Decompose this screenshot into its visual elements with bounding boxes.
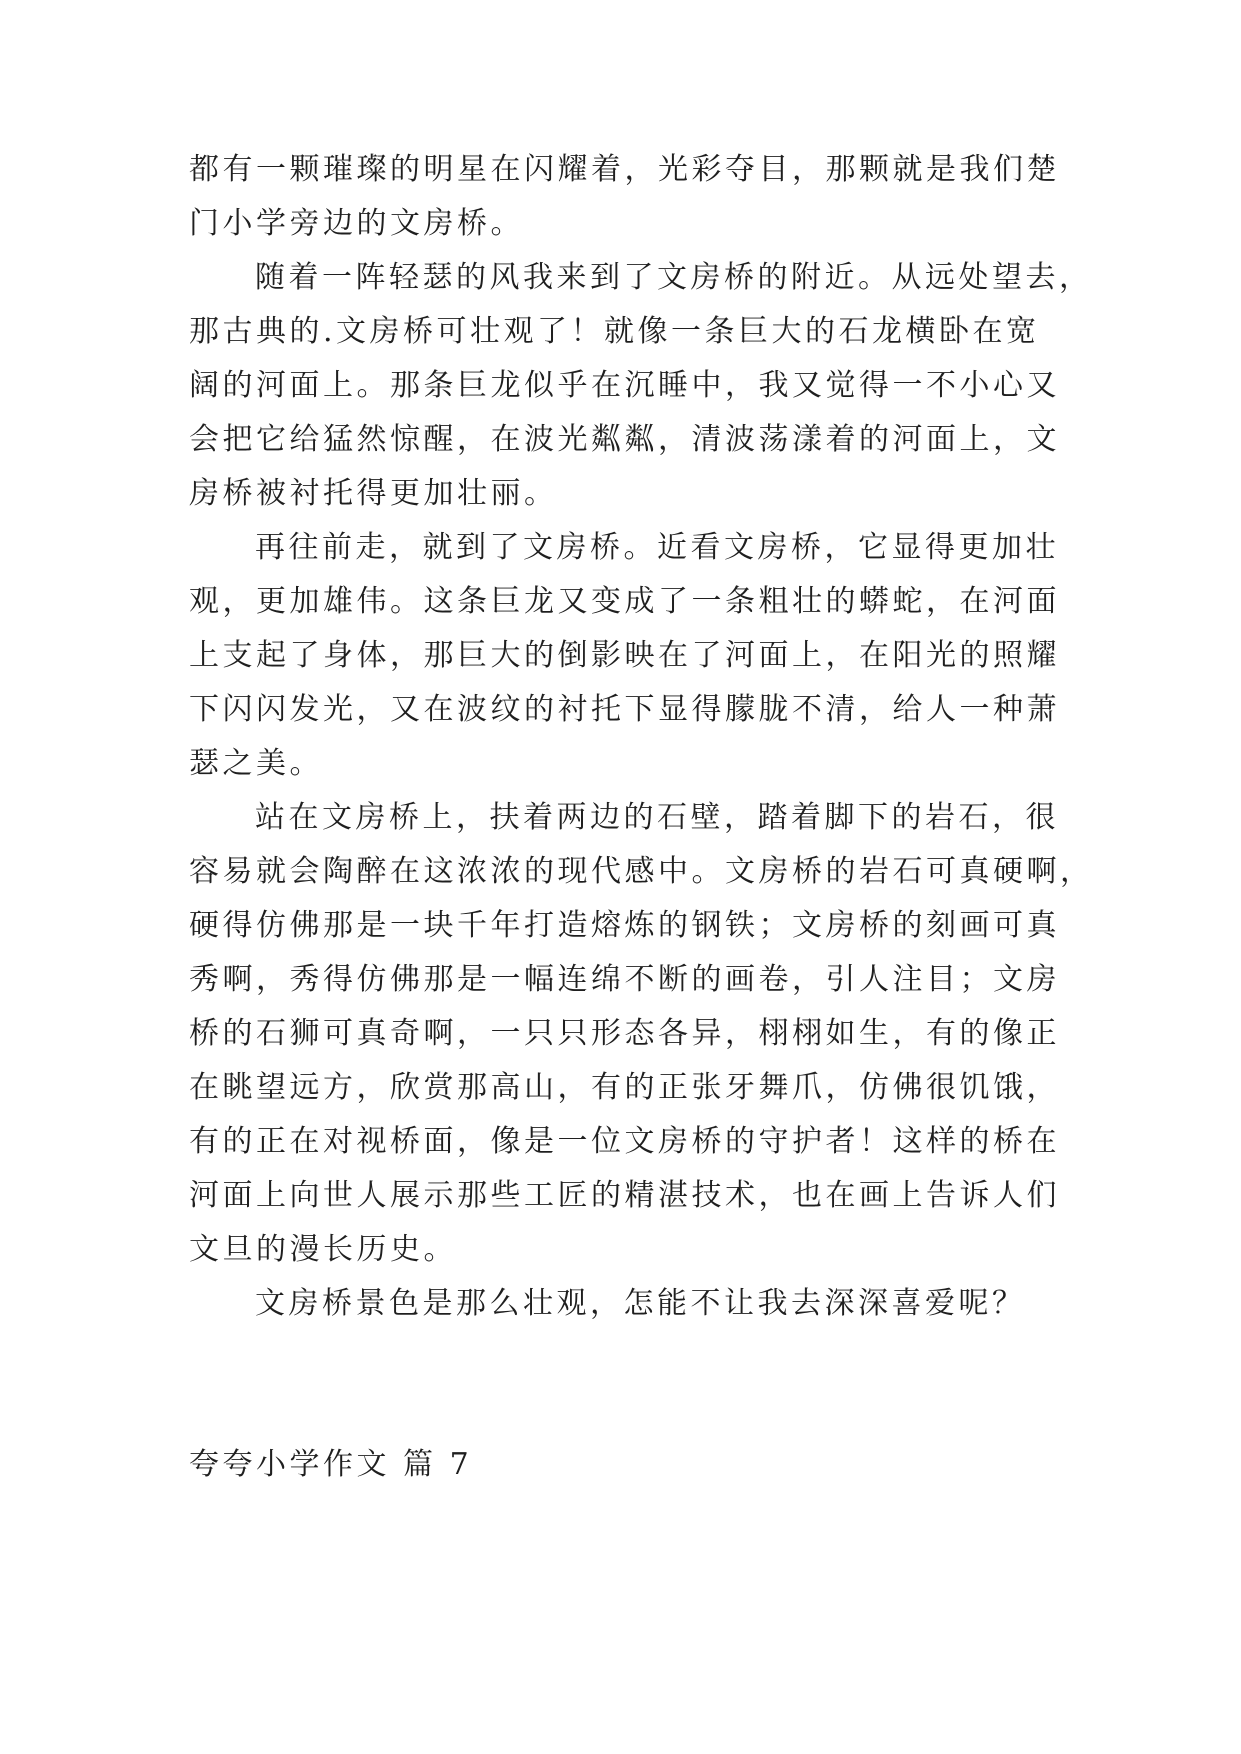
paragraph-line: 随着一阵轻瑟的风我来到了文房桥的附近。从远处望去， <box>255 260 1093 295</box>
paragraph-line: 观，更加雄伟。这条巨龙又变成了一条粗壮的蟒蛇，在河面 <box>189 584 1060 619</box>
paragraph-line: 容易就会陶醉在这浓浓的现代感中。文房桥的岩石可真硬啊， <box>189 854 1094 889</box>
paragraph-line: 文房桥景色是那么壮观，怎能不让我去深深喜爱呢？ <box>255 1286 1026 1321</box>
paragraph-line: 瑟之美。 <box>189 746 323 781</box>
paragraph-1 <box>189 143 1069 251</box>
paragraph-line: 桥的石狮可真奇啊，一只只形态各异，栩栩如生，有的像正 <box>189 1016 1060 1051</box>
paragraph-line: 秀啊，秀得仿佛那是一幅连绵不断的画卷，引人注目；文房 <box>189 962 1060 997</box>
paragraph-line: 上支起了身体，那巨大的倒影映在了河面上，在阳光的照耀 <box>189 638 1060 673</box>
paragraph-line: 文旦的漫长历史。 <box>189 1232 457 1267</box>
paragraph-line: 在眺望远方，欣赏那高山，有的正张牙舞爪，仿佛很饥饿， <box>189 1070 1060 1105</box>
paragraph-5 <box>189 1277 1069 1331</box>
paragraph-line: 河面上向世人展示那些工匠的精湛技术，也在画上告诉人们 <box>189 1178 1060 1213</box>
paragraph-line: 那古典的.文房桥可壮观了！就像一条巨大的石龙横卧在宽 <box>189 314 1040 349</box>
section-heading <box>189 1438 1069 1492</box>
section-heading-text: 夸夸小学作文 篇 7 <box>189 1447 473 1482</box>
paragraph-line: 房桥被衬托得更加壮丽。 <box>189 476 558 511</box>
paragraph-line: 有的正在对视桥面，像是一位文房桥的守护者！这样的桥在 <box>189 1124 1060 1159</box>
paragraph-4 <box>189 791 1094 1277</box>
paragraph-line: 阔的河面上。那条巨龙似乎在沉睡中，我又觉得一不小心又 <box>189 368 1060 403</box>
paragraph-2 <box>189 251 1093 521</box>
paragraph-line: 下闪闪发光，又在波纹的衬托下显得朦胧不清，给人一种萧 <box>189 692 1060 727</box>
paragraph-line: 都有一颗璀璨的明星在闪耀着，光彩夺目，那颗就是我们楚 <box>189 152 1060 187</box>
paragraph-3 <box>189 521 1069 791</box>
paragraph-line: 站在文房桥上，扶着两边的石壁，踏着脚下的岩石，很 <box>255 800 1059 835</box>
paragraph-line: 会把它给猛然惊醒，在波光粼粼，清波荡漾着的河面上，文 <box>189 422 1060 457</box>
paragraph-line: 硬得仿佛那是一块千年打造熔炼的钢铁；文房桥的刻画可真 <box>189 908 1060 943</box>
paragraph-line: 再往前走，就到了文房桥。近看文房桥，它显得更加壮 <box>255 530 1059 565</box>
paragraph-line: 门小学旁边的文房桥。 <box>189 206 524 241</box>
